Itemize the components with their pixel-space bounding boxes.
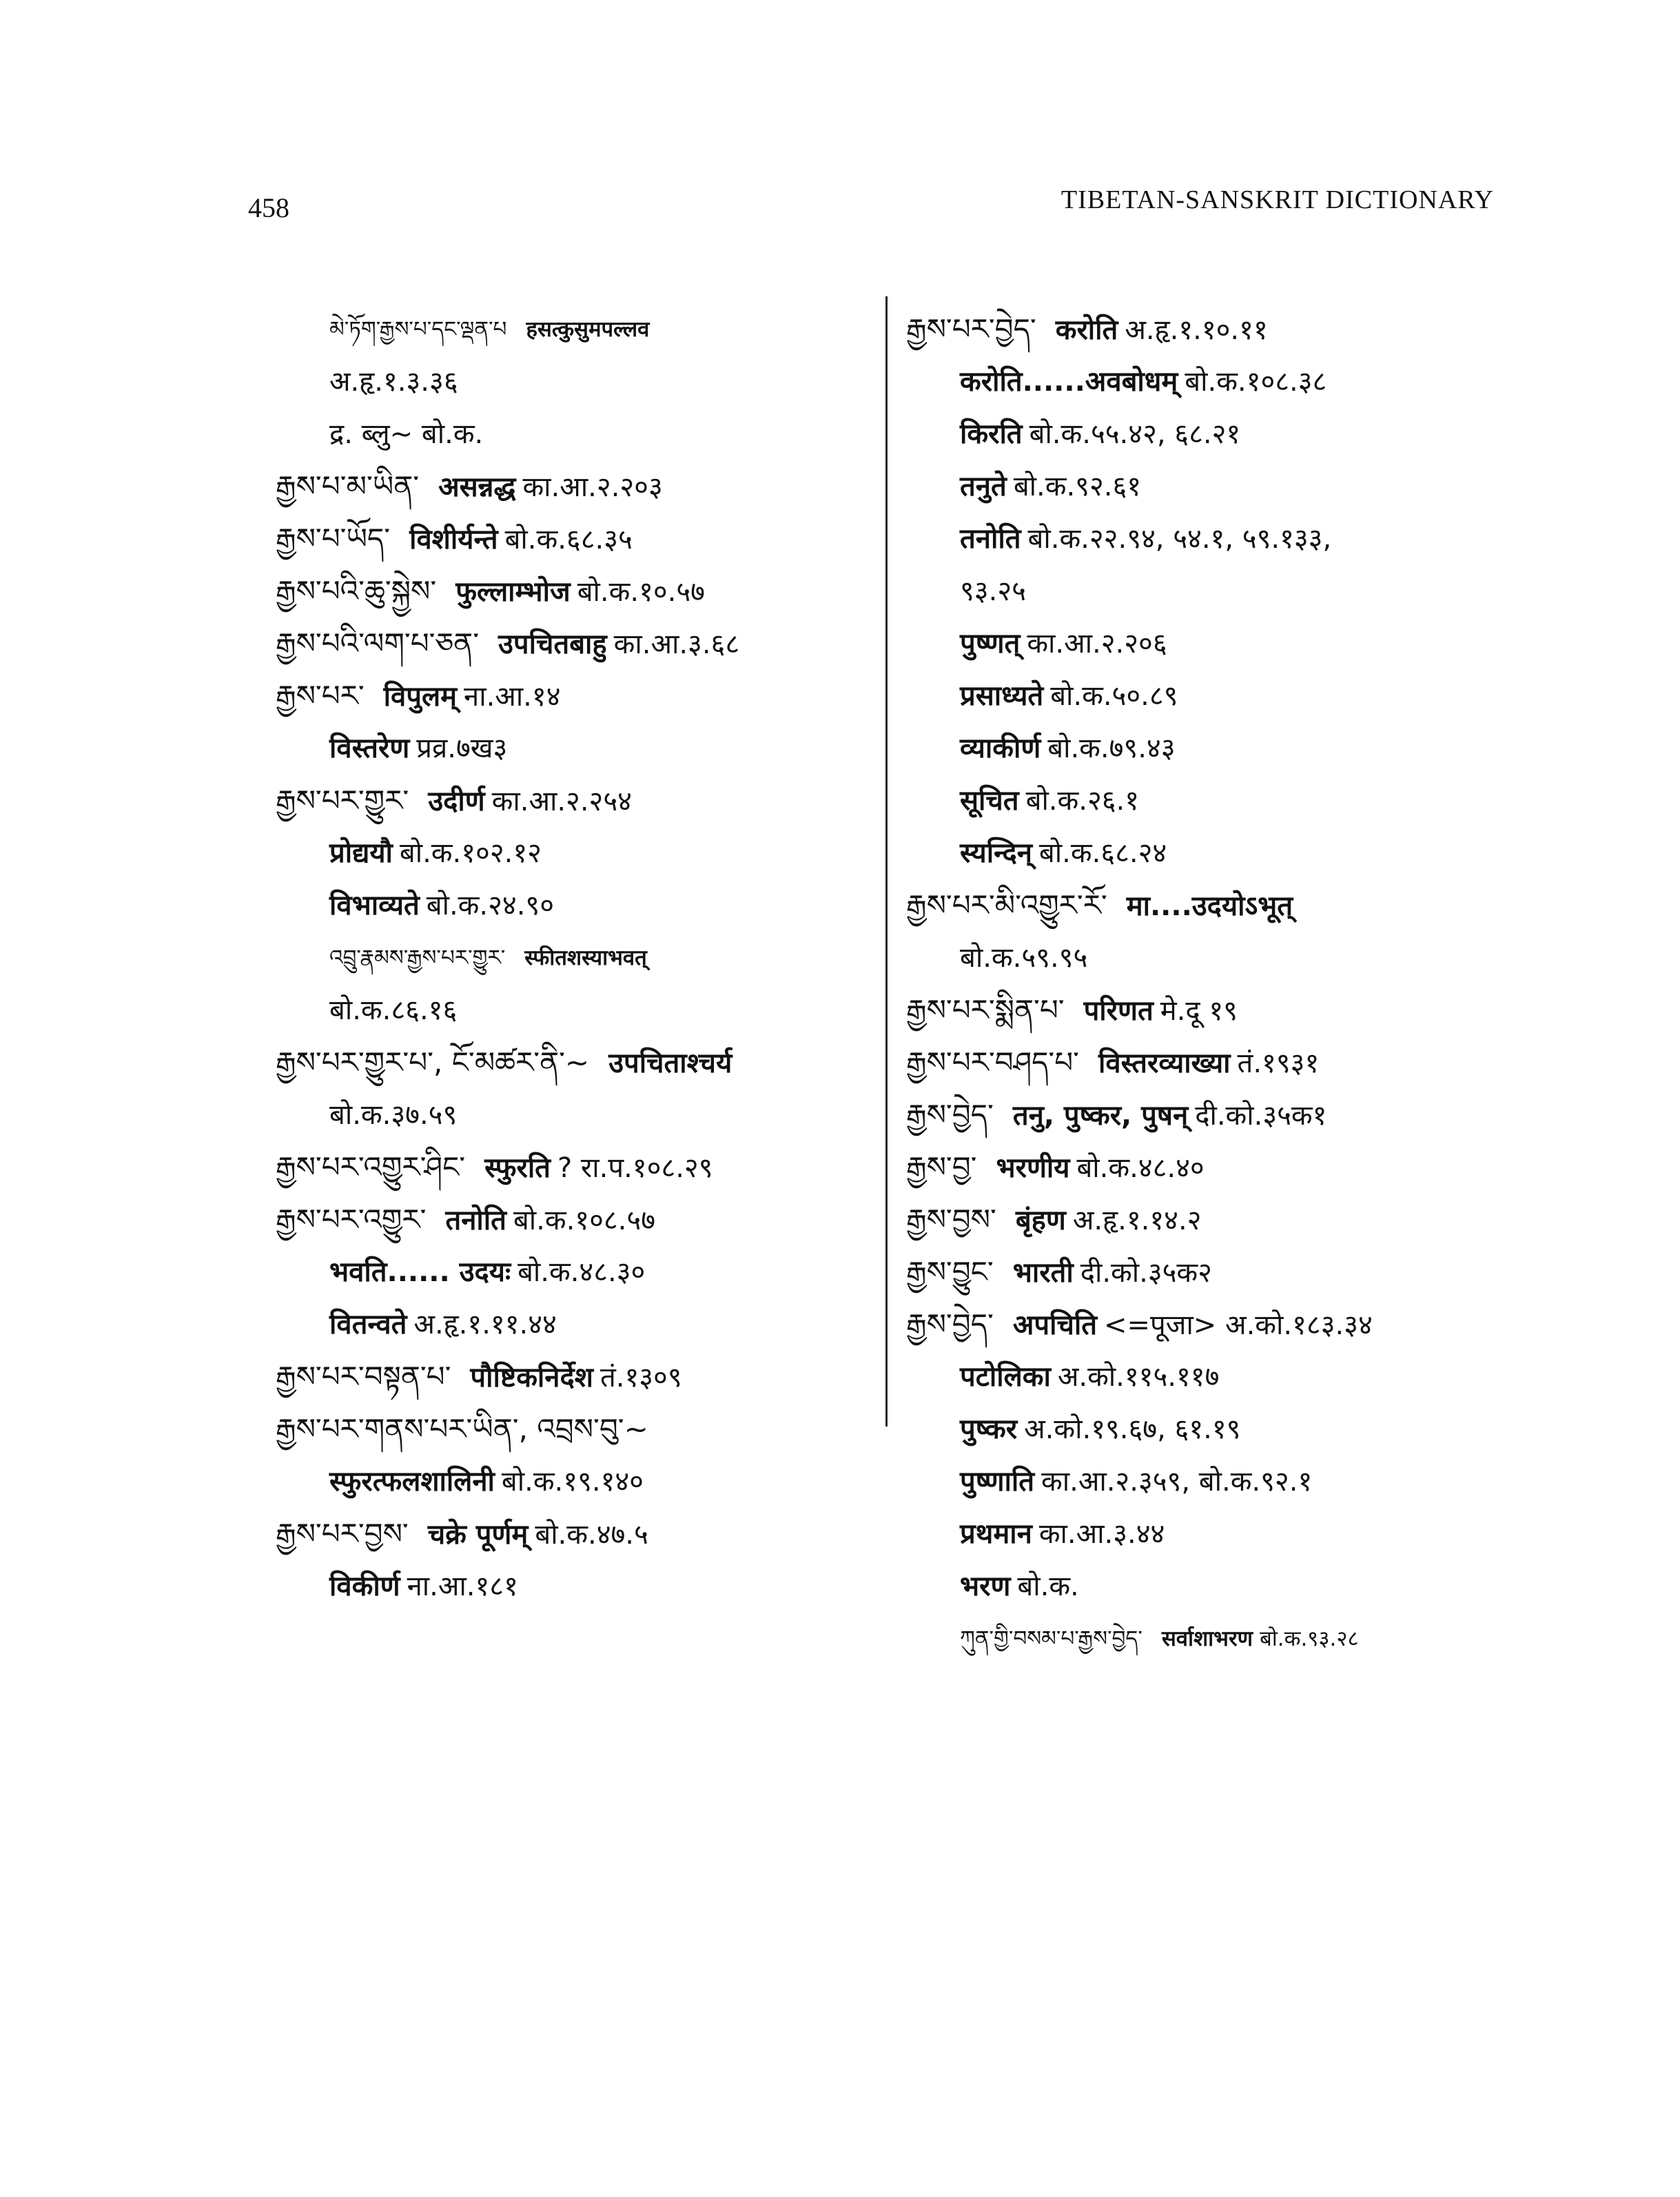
sanskrit-equivalent: वितन्वते (329, 1309, 407, 1340)
dictionary-line (276, 1508, 875, 1560)
dictionary-line (276, 1455, 875, 1508)
dictionary-line (906, 932, 1506, 984)
column-divider (885, 296, 888, 1427)
tibetan-term: རྒྱས་པར་སྨིན་པ་ (906, 993, 1065, 1027)
sanskrit-equivalent: पुष्कर (960, 1413, 1018, 1445)
tibetan-term: རྒྱས་བྱུང་ (906, 1255, 994, 1289)
source-reference: बो.क.६८.२४ (1038, 837, 1167, 869)
sanskrit-equivalent: तनोति (445, 1205, 506, 1236)
source-reference: ना.आ.१४ (464, 681, 561, 713)
sanskrit-equivalent: विभाव्यते (329, 890, 420, 921)
tibetan-term: རྒྱས་པ་ཡོད་ (276, 522, 391, 555)
source-reference: बो.क.८६.१६ (329, 994, 458, 1026)
tibetan-term: རྒྱས་པར་འགྱུར་ཤིང་ (276, 1150, 466, 1184)
dictionary-line (906, 670, 1506, 722)
sanskrit-equivalent: उपचितबाहु (498, 629, 607, 660)
sanskrit-equivalent: पौष्टिकनिर्देश (470, 1362, 593, 1393)
sanskrit-equivalent: भारती (1012, 1257, 1074, 1289)
tibetan-term: རྒྱས་པར་མི་འགྱུར་རོ་ (906, 888, 1107, 922)
tibetan-term: མེ་ཏོག་རྒྱས་པ་དང་ལྡན་པ (329, 317, 507, 342)
sanskrit-equivalent: भरण (960, 1571, 1011, 1602)
running-title: TIBETAN-SANSKRIT DICTIONARY (1061, 185, 1494, 214)
tibetan-term: རྒྱས་པར་གནས་པར་ཡིན་, འབྲས་བུ་~ (276, 1412, 648, 1446)
source-reference: बो.क.४८.३० (518, 1256, 646, 1288)
tibetan-term: རྒྱས་པར་གྱུར་པ་, ངོ་མཚར་ནི་~ (276, 1045, 590, 1079)
sanskrit-equivalent: चक्रे पूर्णम् (427, 1519, 529, 1551)
tibetan-term: རྒྱས་པར་བཤད་པ་ (906, 1045, 1079, 1079)
source-reference: ? रा.प.१०८.२९ (557, 1152, 713, 1184)
dictionary-line (276, 356, 875, 408)
source-reference: अ.हृ.१.३.३६ (329, 366, 458, 398)
source-reference: का.आ.३.४४ (1038, 1518, 1165, 1550)
sanskrit-equivalent: करोति (1055, 314, 1118, 346)
dictionary-line (906, 617, 1506, 670)
source-reference: ना.आ.१८१ (407, 1571, 518, 1602)
source-reference: बो.क.७९.४३ (1047, 733, 1176, 764)
dictionary-line (906, 1455, 1506, 1508)
source-reference: प्रव्र.७ख३ (416, 733, 508, 764)
source-reference: बो.क.४८.४० (1076, 1152, 1205, 1184)
source-reference: अ.को.१९.६७, ६१.१९ (1024, 1413, 1241, 1445)
tibetan-term: རྒྱས་བྱེད་ (906, 1098, 994, 1132)
tibetan-term: རྒྱས་བྱེད་ (906, 1307, 994, 1341)
dictionary-line (906, 303, 1506, 356)
left-column (276, 303, 875, 1613)
tibetan-term: འབྲུ་རྣམས་རྒྱས་པར་གྱུར་ (329, 946, 506, 970)
sanskrit-equivalent: विकीर्ण (329, 1571, 400, 1602)
source-reference: बो.क.५०.८९ (1050, 680, 1178, 712)
source-reference: का.आ.२.२५४ (491, 786, 632, 817)
source-reference: बो.क.६८.३५ (504, 524, 633, 555)
dictionary-line (276, 775, 875, 827)
sanskrit-equivalent: तनोति (960, 523, 1021, 555)
tibetan-term: རྒྱས་པར་ (276, 679, 365, 713)
dictionary-line (906, 1246, 1506, 1298)
dictionary-line (276, 984, 875, 1036)
sanskrit-equivalent: स्यन्दिन् (960, 837, 1032, 869)
sanskrit-equivalent: तनुते (960, 471, 1007, 502)
source-reference: का.आ.२.२०३ (522, 471, 663, 503)
tibetan-term: རྒྱས་པར་བྱས་ (276, 1517, 409, 1551)
dictionary-line (276, 932, 875, 984)
source-reference: बो.क.९२.६१ (1013, 471, 1142, 502)
dictionary-line (276, 1141, 875, 1194)
dictionary-line (276, 513, 875, 565)
source-reference: अ.हृ.१.१०.११ (1125, 314, 1268, 346)
source-reference: बो.क.१०.५७ (577, 576, 705, 608)
dictionary-line (276, 303, 875, 356)
sanskrit-equivalent: विशीर्यन्ते (409, 524, 498, 555)
sanskrit-equivalent: स्फीतशस्याभवत् (524, 946, 647, 970)
dictionary-line (276, 722, 875, 775)
dictionary-line (276, 1560, 875, 1613)
page-number: 458 (248, 192, 289, 223)
dictionary-line (276, 879, 875, 932)
sanskrit-equivalent: सूचित (960, 785, 1019, 817)
dictionary-line (276, 1403, 875, 1455)
source-reference: बो.क.१०८.५७ (513, 1205, 656, 1236)
dictionary-line (906, 1194, 1506, 1246)
source-reference: दी.को.३५क१ (1195, 1100, 1327, 1132)
source-reference: अ.हृ.१.११.४४ (413, 1309, 557, 1340)
sanskrit-equivalent: करोति......अवबोधम् (960, 366, 1178, 398)
tibetan-term: རྒྱས་པའི་ཆུ་སྐྱེས་ (276, 574, 437, 608)
sanskrit-equivalent: बृंहण (1015, 1205, 1066, 1236)
dictionary-line (276, 1089, 875, 1141)
dictionary-line (906, 1141, 1506, 1194)
source-reference: का.आ.२.३५९, बो.क.९२.१ (1041, 1466, 1313, 1498)
sanskrit-equivalent: स्फुरत्फलशालिनी (329, 1466, 495, 1498)
sanskrit-equivalent: अपचिति (1012, 1309, 1098, 1341)
tibetan-term: རྒྱས་པར་བསྟན་པ་ (276, 1360, 451, 1393)
tibetan-term: རྒྱས་བྱས་ (906, 1203, 996, 1236)
source-reference: बो.क.४७.५ (535, 1519, 648, 1551)
sanskrit-equivalent: पुष्णत् (960, 628, 1021, 660)
source-reference: बो.क.२२.९४, ५४.१, ५९.१३३, (1027, 523, 1332, 555)
sanskrit-equivalent: उपचिताश्चर्य (608, 1048, 733, 1079)
tibetan-term: རྒྱས་བྱ་ (906, 1150, 977, 1184)
dictionary-line (906, 1508, 1506, 1560)
sanskrit-equivalent: हसत्कुसुमपल्लव (526, 317, 650, 342)
source-reference: बो.क. (1017, 1571, 1079, 1602)
dictionary-line (276, 1351, 875, 1403)
sanskrit-equivalent: विस्तरेण (329, 733, 410, 764)
source-reference: द्र. ब्लु~ बो.क. (329, 418, 484, 450)
dictionary-line (276, 670, 875, 722)
sanskrit-equivalent: व्याकीर्ण (960, 733, 1041, 764)
source-reference: <=पूजा> अ.को.१८३.३४ (1104, 1309, 1373, 1341)
dictionary-line (906, 460, 1506, 513)
source-reference: अ.को.११५.११७ (1057, 1361, 1220, 1393)
dictionary-line (906, 1403, 1506, 1455)
source-reference: मे.दू १९ (1160, 995, 1238, 1027)
dictionary-line (276, 408, 875, 460)
source-reference: ९३.२५ (960, 575, 1026, 607)
sanskrit-equivalent: पटोलिका (960, 1361, 1051, 1393)
sanskrit-equivalent: सर्वाशाभरण (1161, 1626, 1253, 1651)
dictionary-line (906, 565, 1506, 617)
dictionary-line (276, 1194, 875, 1246)
tibetan-term: རྒྱས་པར་འགྱུར་ (276, 1203, 427, 1236)
sanskrit-equivalent: विपुलम् (383, 681, 458, 713)
sanskrit-equivalent: फुल्लाम्भोज (455, 576, 571, 608)
sanskrit-equivalent: मा....उदयोऽभूत् (1126, 890, 1293, 922)
dictionary-line (906, 1613, 1506, 1665)
sanskrit-equivalent: भरणीय (996, 1152, 1070, 1184)
source-reference: बो.क.९३.२८ (1260, 1626, 1359, 1651)
sanskrit-equivalent: प्रसाध्यते (960, 680, 1044, 712)
dictionary-line (906, 984, 1506, 1036)
sanskrit-equivalent: प्रथमान (960, 1518, 1032, 1550)
dictionary-line (906, 1351, 1506, 1403)
dictionary-line (906, 356, 1506, 408)
dictionary-line (906, 879, 1506, 932)
tibetan-term: རྒྱས་པ་མ་ཡིན་ (276, 469, 420, 503)
source-reference: बो.क.२४.९० (426, 890, 555, 921)
dictionary-line (906, 1298, 1506, 1351)
dictionary-line (906, 1089, 1506, 1141)
sanskrit-equivalent: भवति...... उदयः (329, 1256, 511, 1288)
sanskrit-equivalent: स्फुरति (484, 1152, 551, 1184)
sanskrit-equivalent: तनु, पुष्कर, पुषन् (1012, 1100, 1189, 1132)
source-reference: बो.क.५५.४२, ६८.२१ (1029, 418, 1241, 450)
tibetan-term: ཀུན་གྱི་བསམ་པ་རྒྱས་བྱེད་ (960, 1626, 1143, 1651)
dictionary-line (906, 1036, 1506, 1089)
source-reference: तं.१३०९ (600, 1362, 682, 1393)
sanskrit-equivalent: प्रोद्ययौ (329, 837, 393, 869)
dictionary-line (276, 617, 875, 670)
sanskrit-equivalent: विस्तरव्याख्या (1098, 1048, 1231, 1079)
source-reference: बो.क.१०८.३८ (1185, 366, 1327, 398)
dictionary-line (906, 722, 1506, 775)
dictionary-line (276, 1298, 875, 1351)
tibetan-term: རྒྱས་པར་བྱེད་ (906, 312, 1036, 346)
dictionary-line (276, 1246, 875, 1298)
dictionary-line (906, 513, 1506, 565)
source-reference: बो.क.१९.१४० (501, 1466, 644, 1498)
source-reference: बो.क.३७.५९ (329, 1099, 458, 1131)
dictionary-line (276, 827, 875, 879)
dictionary-line (906, 408, 1506, 460)
source-reference: बो.क.१०२.१२ (399, 837, 542, 869)
sanskrit-equivalent: पुष्णाति (960, 1466, 1035, 1498)
source-reference: का.आ.३.६८ (613, 629, 740, 660)
source-reference: अ.हृ.१.१४.२ (1072, 1205, 1202, 1236)
sanskrit-equivalent: असन्नद्ध (438, 471, 516, 503)
sanskrit-equivalent: परिणत (1083, 995, 1154, 1027)
source-reference: बो.क.५९.९५ (960, 942, 1088, 974)
right-column (906, 303, 1506, 1665)
dictionary-line (276, 565, 875, 617)
dictionary-line (906, 775, 1506, 827)
source-reference: बो.क.२६.१ (1025, 785, 1140, 817)
tibetan-term: རྒྱས་པའི་ལག་པ་ཅན་ (276, 626, 480, 660)
dictionary-line (906, 1560, 1506, 1613)
dictionary-line (276, 460, 875, 513)
source-reference: तं.१९३१ (1237, 1048, 1320, 1079)
dictionary-line (906, 827, 1506, 879)
source-reference: दी.को.३५क२ (1080, 1257, 1212, 1289)
source-reference: का.आ.२.२०६ (1027, 628, 1167, 660)
sanskrit-equivalent: उदीर्ण (428, 786, 485, 817)
dictionary-line (276, 1036, 875, 1089)
tibetan-term: རྒྱས་པར་གྱུར་ (276, 784, 409, 817)
sanskrit-equivalent: किरति (960, 418, 1023, 450)
